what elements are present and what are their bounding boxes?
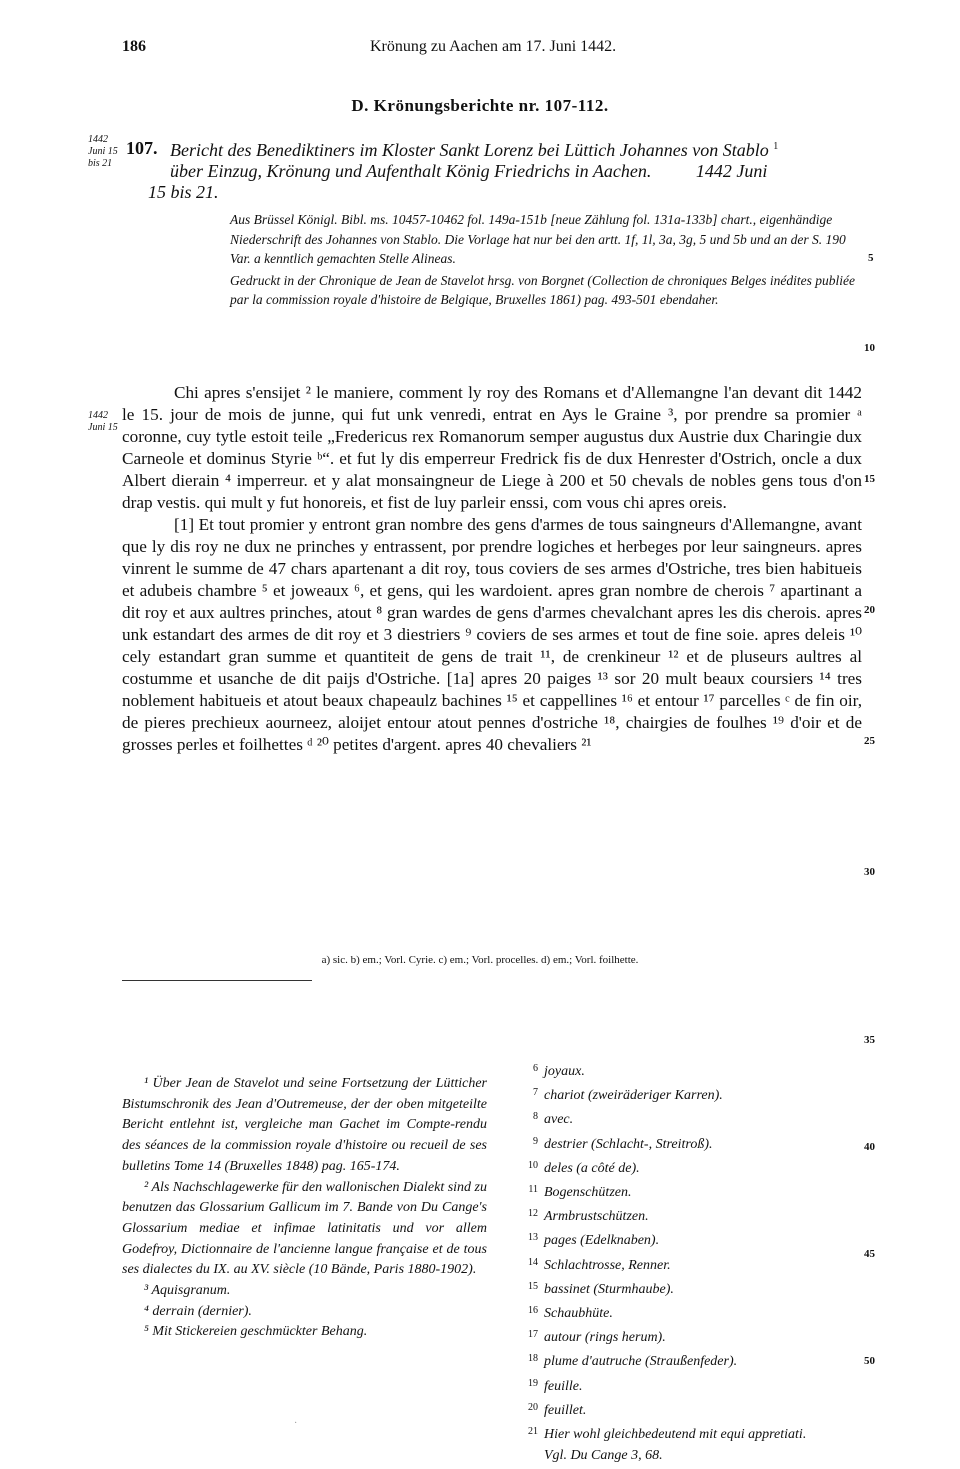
margin-date-year: 1442 [88, 410, 108, 421]
footnote-item: Vgl. Du Cange 3, 68. [544, 1448, 663, 1464]
footnote-item: 15 bassinet (Sturmhaube). [528, 1280, 674, 1297]
footnote-item: 14 Schlachtrosse, Renner. [528, 1256, 671, 1273]
line-number: 15 [864, 473, 875, 485]
footnote-4: ⁴ derrain (dernier). [144, 1303, 252, 1319]
footnote-item: 13 pages (Edelknaben). [528, 1232, 660, 1249]
footnotes-left [122, 1074, 487, 1343]
footnote-item: 9 destrier (Schlacht-, Streitroß). [533, 1135, 713, 1152]
title-line-2: über Einzug, Krönung und Aufenthalt König Friedrichs in Aachen. 1442 Juni [170, 161, 768, 181]
footnote-item: 19 feuille. [528, 1377, 583, 1394]
footnote-item: 6 joyaux. [533, 1063, 585, 1079]
document-title [148, 136, 860, 203]
body-paragraph-1: Chi apres s'ensijet ² le maniere, comment ly roy des Romans et d'Allemangne l'an devant dit 1442 le 15. jour de mois de junne, qui fut unk venredi, entrat en Ays le Graine ³, por prendre sa promier ᵃ coronne, cuy tytle estoit teile „Fredericus rex Romanorum semper augustus dux Austrie dux Charingie dux Carneole et dominus Styrie ᵇ“. et fut ly dis emperreur Fredrick fis de dux Henrester d'Ostrich, oncle a dux Albert dierain ⁴ imperreur. et y alat monsaingneur de Liege à 200 et 50 chevals de nobles gens tous d'on drap vestis. qui mult y fut honoreis, et fist de luy parleir enssi, com vous chi apres oreis. [122, 383, 862, 512]
footnote-item: 11 Bogenschützen. [528, 1184, 632, 1201]
footnote-3: ³ Aquisgranum. [144, 1283, 231, 1299]
line-number: 30 [864, 866, 875, 878]
margin-date-year: 1442 [88, 134, 108, 145]
line-number: 25 [864, 735, 875, 747]
title-line-3: 15 bis 21. [148, 182, 219, 202]
line-number: 50 [864, 1355, 875, 1367]
title-date: 1442 Juni [695, 161, 768, 181]
margin-date-day: Juni 15 [88, 422, 118, 433]
main-text [122, 382, 862, 756]
footnote-item: 10 deles (a côté de). [528, 1159, 640, 1176]
body-paragraph-2: [1] Et tout promier y entront gran nombre des gens d'armes de tous saingneurs d'Allemangne, avant que ly dis roy ne dux ne prinches y entrassent, por prendre logiches et herbeges por leur saingneurs. apres vinrent le summe de 47 chars apartenant a dit roy, tous coviers de ses armes d'Ostriche, tres bien habitueis et adubeis chambre ⁵ et joweaux ⁶, et gens, qui les wardoient. apres gran nombre de cherois ⁷ apartinant a dit roy et aux aultres prinches, atout ⁸ gran wardes de gens d'armes chevalchant apres les dis cherois. apres unk estandart des armes de dit roy et 3 diestriers ⁹ coviers de ses armes et tout de fine soie. apres deleis ¹⁰ cely estandart gran summe et quantiteit de gens de trait ¹¹, de crenkineur ¹² et de pluseurs aultres al costumme et usanche de dit paijs d'Ostriche. [1a] apres 20 paiges ¹³ sor 20 mult beaux coursiers ¹⁴ tres noblement habitueis et atout beaux chapeaulz bachines ¹⁵ et cappellines ¹⁶ et entour ¹⁷ parcelles ᶜ de fin oir, de pieres prechieux aourneez, aloijet entour atout pennes d'ostriche ¹⁸, chairgies de foulhes ¹⁹ d'oir et de grosses perles et foilhettes ᵈ ²⁰ petites d'argent. apres 40 chevaliers ²¹ [122, 515, 862, 754]
footnote-rule [122, 980, 312, 981]
page-number: 186 [122, 38, 146, 55]
footnote-item: 17 autour (rings herum). [528, 1329, 666, 1346]
running-title: Krönung zu Aachen am 17. Juni 1442. [370, 38, 617, 55]
footnote-item: 7 chariot (zweiräderiger Karren). [533, 1087, 723, 1104]
footnote-5: ⁵ Mit Stickereien geschmückter Behang. [144, 1324, 368, 1340]
margin-date-1 [88, 134, 118, 170]
line-number: 5 [868, 252, 874, 264]
footnote-item: 12 Armbrustschützen. [528, 1208, 649, 1225]
line-number: 40 [864, 1141, 875, 1153]
line-number: 35 [864, 1034, 875, 1046]
source-note [230, 210, 865, 312]
title-line-1: Bericht des Benediktiners im Kloster Sankt Lorenz bei Lüttich Johannes von Stablo [170, 140, 769, 160]
source-edition: Gedruckt in der Chronique de Jean de Stavelot hrsg. von Borgnet (Collection de chroniques Belges inédites publiée par la commission royale d'histoire de Belgique, Bruxelles 1861) pag. 493-501 ebendaher. [230, 272, 855, 307]
footnotes-right [510, 1058, 862, 1466]
margin-date-2 [88, 410, 118, 434]
line-number: 10 [864, 342, 875, 354]
margin-date-day: Juni 15 [88, 146, 118, 157]
footnote-item: 16 Schaubhüte. [528, 1305, 613, 1322]
margin-date-range: bis 21 [88, 158, 113, 169]
line-number: 45 [864, 1248, 875, 1260]
source-manuscript: Aus Brüssel Königl. Bibl. ms. 10457-10462 fol. 149a-151b [neue Zählung fol. 131a-133b] chart., eigenhändige Niederschrift des Johannes von Stablo. Die Vorlage hat nur bei den artt. 1f, 1l, 3a, 3g, 5 und 5b und an der S. 190 Var. a kenntlich gemachten Stelle Alineas. [230, 212, 846, 266]
stray-mark: · [294, 1418, 298, 1429]
line-number: 20 [864, 604, 875, 616]
critical-apparatus: a) sic. b) em.; Vorl. Cyrie. c) em.; Vorl. procelles. d) em.; Vorl. foilhette. [321, 954, 639, 966]
footnote-item: 8 avec. [533, 1111, 574, 1128]
footnote-1: ¹ Über Jean de Stavelot und seine Fortsetzung der Lütticher Bistumschronik des Jean d'Outremeuse, der der oben mitgeteilte Bericht entlehnt ist, vergleiche man Gachet im Compte-rendu des séances de la commission royale d'histoire ou recueil de ses bulletins Tome 14 (Bruxelles 1848) pag. 165-174. [122, 1076, 487, 1174]
footnote-item: 20 feuillet. [528, 1401, 587, 1418]
document-number: 107. [126, 138, 158, 158]
title-footnote-mark: 1 [773, 141, 779, 152]
footnote-2: ² Als Nachschlagewerke für den wallonischen Dialekt sind zu benutzen das Glossarium Gallicum im 7. Bande von Du Cange's Glossarium mediae et infimae latinitatis und vor allem Godefroy, Dictionnaire de l'ancienne langue française et de tous ses dialectes du IX. au XV. siècle (10 Bände, Paris 1880-1902). [122, 1179, 488, 1278]
footnote-item: 18 plume d'autruche (Straußenfeder). [528, 1353, 738, 1370]
section-heading: D. Krönungsberichte nr. 107-112. [351, 96, 609, 115]
footnote-item: 21 Hier wohl gleichbedeutend mit equi appretiati. [528, 1426, 807, 1443]
